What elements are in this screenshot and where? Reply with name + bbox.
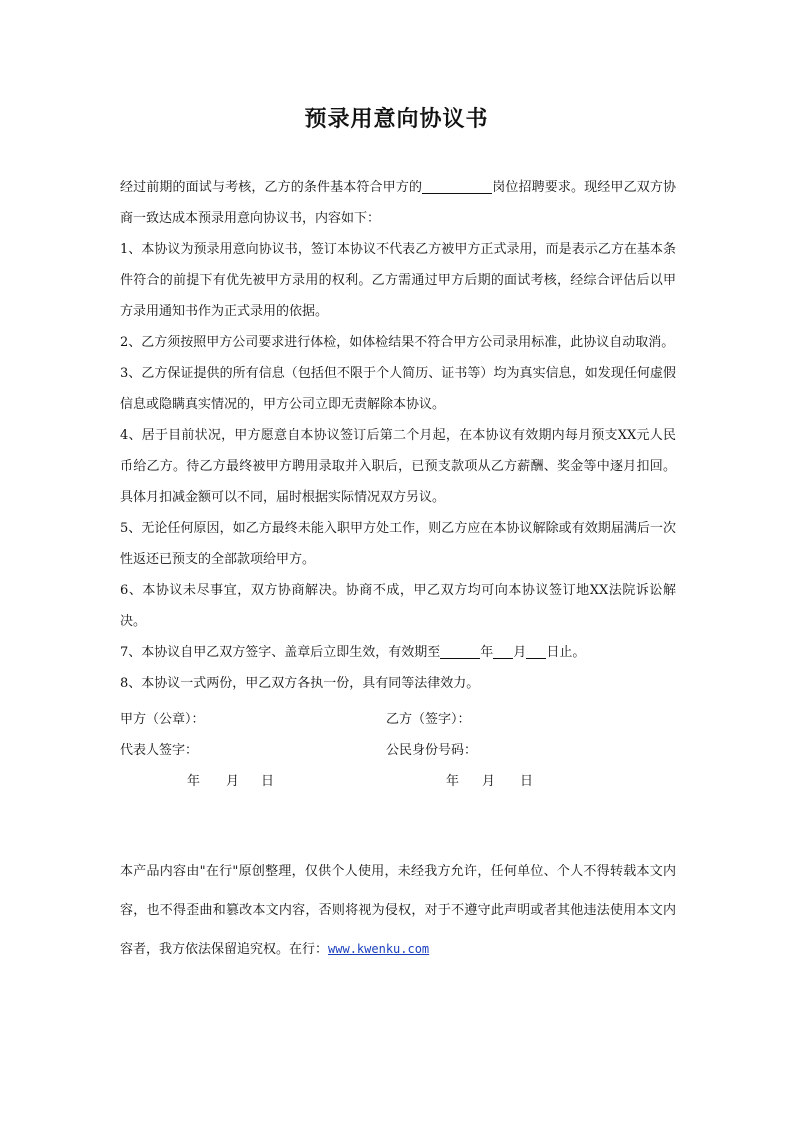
party-a-date-year: 年 [187,774,201,789]
clause-1: 1、本协议为预录用意向协议书，签订本协议不代表乙方被甲方正式录用，而是表示乙方在基本条件符合的前提下有优先被甲方录用的权利。乙方需通过甲方后期的面试考核，经综合评估后以甲方录用通知书作为正式录用的依据。 [120,242,676,319]
party-a-label: 甲方（公章）： [120,712,205,727]
intro-paragraph [120,172,676,234]
clause-8: 8、本协议一式两份，甲乙双方各执一份，具有同等法律效力。 [120,676,480,691]
clause-5: 5、无论任何原因，如乙方最终未能入职甲方处工作，则乙方应在本协议解除或有效期届满后一次性返还已预支的全部款项给甲方。 [120,521,676,567]
clause-7-month: 月 [513,645,527,660]
agreement-body [120,172,676,699]
website-link[interactable]: www.kwenku.com [328,942,430,956]
document-title: 预录用意向协议书 [304,107,489,132]
intro-text-after: 岗位招聘要求。现经甲乙双方协商一致达成本预录用意向协议书，内容如下： [120,180,676,226]
copyright-notice [120,852,676,969]
representative-label: 代表人签字： [120,743,199,758]
party-b-label: 乙方（签字）： [386,712,471,727]
id-number-label: 公民身份号码： [386,743,478,758]
party-b-date-year: 年 [446,774,460,789]
clause-7 [120,637,676,668]
clause-7-day: 日止。 [546,645,586,660]
clause-7-year: 年 [480,645,494,660]
copyright-text: 本产品内容由"在行"原创整理，仅供个人使用，未经我方允许，任何单位、个人不得转载本文内容，也不得歪曲和篡改本文内容，否则将视为侵权，对于不遵守此声明或者其他违法使用本文内容者，我方依法保留追究权。在行： [120,864,676,957]
clause-2: 2、乙方须按照甲方公司要求进行体检，如体检结果不符合甲方公司录用标准，此协议自动取消。 [120,335,675,350]
clause-7-text: 7、本协议自甲乙双方签字、盖章后立即生效，有效期至 [120,645,441,660]
party-b-date-month: 月 [482,774,496,789]
clause-3: 3、乙方保证提供的所有信息（包括但不限于个人简历、证书等）均为真实信息，如发现任何虚假信息或隐瞒真实情况的，甲方公司立即无责解除本协议。 [120,366,676,412]
intro-text-before: 经过前期的面试与考核，乙方的条件基本符合甲方的 [120,180,423,195]
expiry-day-blank[interactable] [526,642,546,659]
clause-4: 4、居于目前状况，甲方愿意自本协议签订后第二个月起，在本协议有效期内每月预支XX元人民币给乙方。待乙方最终被甲方聘用录取并入职后，已预支款项从乙方薪酬、奖金等中逐月扣回。具体月扣减金额可以不同，届时根据实际情况双方另议。 [120,428,676,505]
party-b-date-day: 日 [520,774,534,789]
party-a-date-month: 月 [226,774,240,789]
expiry-month-blank[interactable] [493,642,513,659]
party-a-date-day: 日 [261,774,275,789]
expiry-year-blank[interactable] [440,642,480,659]
clause-6: 6、本协议未尽事宜，双方协商解决。协商不成，甲乙双方均可向本协议签订地XX法院诉讼解决。 [120,583,676,629]
position-blank[interactable] [422,177,492,194]
